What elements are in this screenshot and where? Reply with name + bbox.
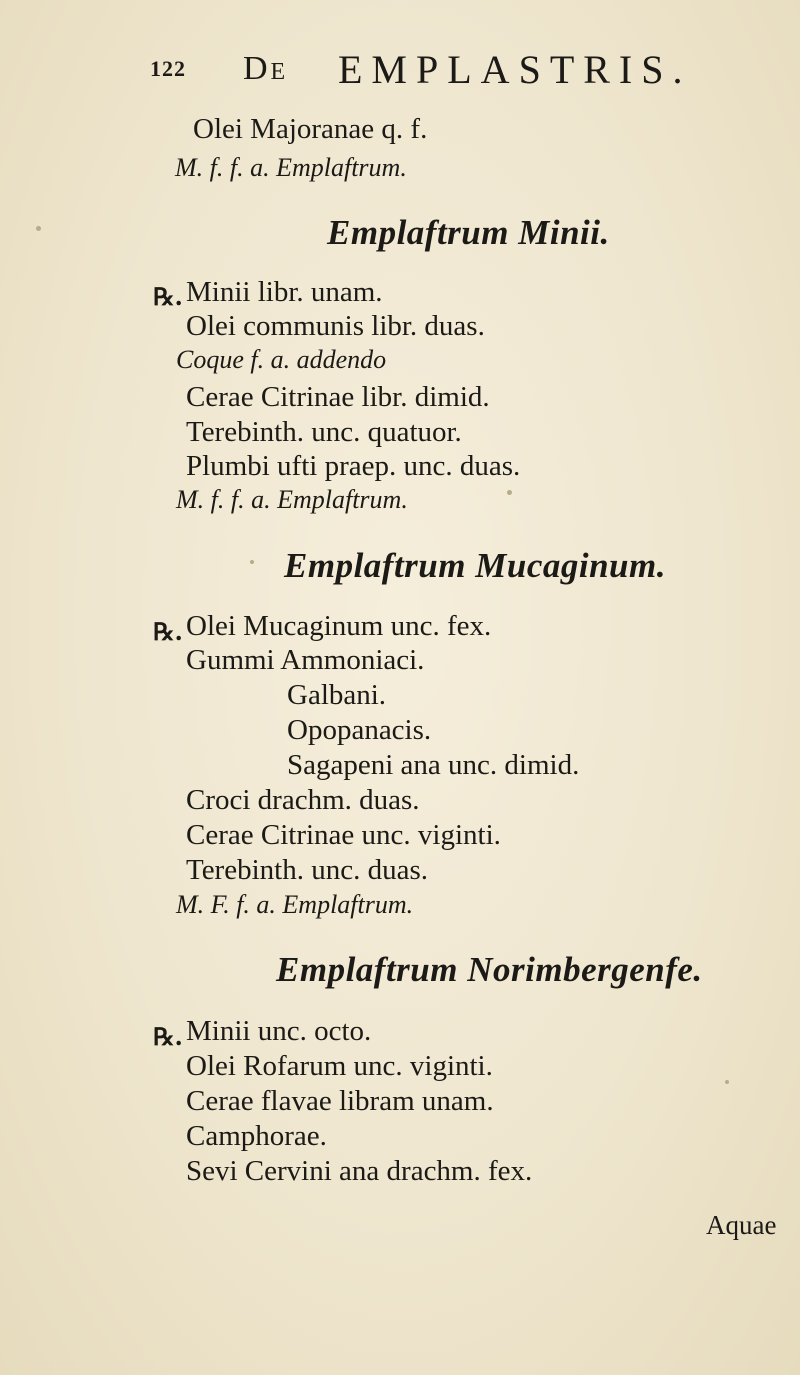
running-title: EMPLASTRIS. (338, 47, 692, 92)
paper-speck (507, 490, 512, 495)
text-line: Croci drachm. duas. (186, 784, 420, 816)
text-line: Olei Rofarum unc. viginti. (186, 1050, 493, 1082)
text-line: Minii unc. octo. (186, 1015, 372, 1047)
text-line: Olei Mucaginum unc. fex. (186, 610, 492, 642)
catchword: Aquae (706, 1210, 777, 1240)
text-line: Plumbi ufti praep. unc. duas. (186, 450, 521, 482)
text-line: Terebinth. unc. duas. (186, 854, 428, 886)
section-heading: Emplaftrum Mucaginum. (284, 546, 666, 585)
text-line: Olei communis libr. duas. (186, 310, 485, 342)
header-preposition: De (243, 50, 289, 87)
recipe-symbol: ℞. (153, 617, 183, 646)
text-line: Coque f. a. addendo (176, 345, 387, 374)
recipe-symbol: ℞. (153, 282, 183, 311)
section-heading: Emplaftrum Minii. (327, 213, 610, 252)
text-line: Sagapeni ana unc. dimid. (287, 749, 580, 781)
text-line: Galbani. (287, 679, 387, 711)
text-line: Cerae Citrinae unc. viginti. (186, 819, 501, 851)
text-line: M. f. f. a. Emplaftrum. (176, 485, 408, 514)
paper-speck (250, 560, 254, 564)
text-line: Cerae Citrinae libr. dimid. (186, 381, 490, 413)
text-line: Opopanacis. (287, 714, 432, 746)
text-line: Gummi Ammoniaci. (186, 644, 425, 676)
text-line: Minii libr. unam. (186, 276, 383, 308)
text-line: M. F. f. a. Emplaftrum. (176, 890, 414, 919)
page-number: 122 (150, 56, 186, 81)
paper-speck (725, 1080, 729, 1084)
text-line: Cerae flavae libram unam. (186, 1085, 494, 1117)
paper-speck (36, 226, 41, 231)
text-line: M. f. f. a. Emplaftrum. (175, 153, 407, 182)
recipe-symbol: ℞. (153, 1022, 183, 1051)
text-line: Terebinth. unc. quatuor. (186, 416, 462, 448)
text-line: Sevi Cervini ana drachm. fex. (186, 1155, 533, 1187)
text-line: Camphorae. (186, 1120, 327, 1152)
text-line: Olei Majoranae q. f. (193, 113, 428, 145)
section-heading: Emplaftrum Norimbergenfe. (276, 950, 703, 989)
